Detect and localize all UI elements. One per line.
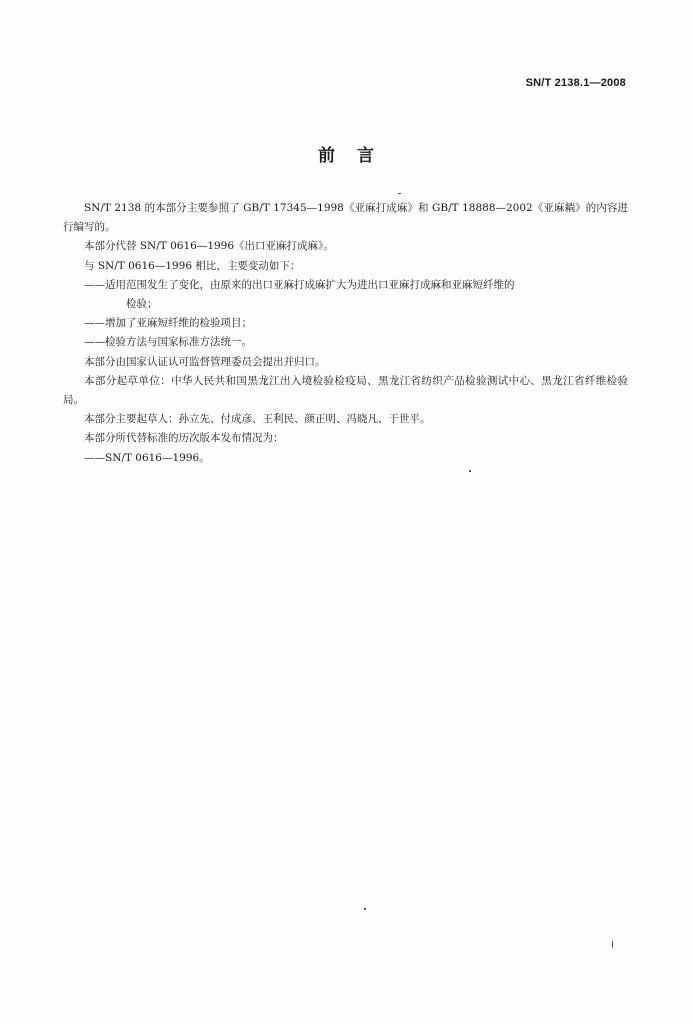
change-item-text: ——检验方法与国家标准方法统一。 xyxy=(84,336,252,349)
change-item-text: ——增加了亚麻短纤维的检验项目； xyxy=(84,317,252,330)
scan-speck xyxy=(364,908,366,910)
change-item-text: ——适用范围发生了变化，由原来的出口亚麻打成麻扩大为进出口亚麻打成麻和亚麻短纤维的 xyxy=(84,278,515,291)
paragraph-history-intro: 本部分所代替标准的历次版本发布情况为： xyxy=(84,432,284,445)
scan-speck xyxy=(469,470,471,472)
preface-body xyxy=(63,199,628,468)
scan-speck xyxy=(398,193,401,194)
paragraph-changes-intro: 与 SN/T 0616—1996 相比，主要变动如下： xyxy=(84,259,301,272)
change-item-methods xyxy=(63,333,628,352)
history-item xyxy=(63,449,628,468)
change-item-tests xyxy=(63,314,628,333)
change-item-continuation: 检验； xyxy=(126,298,158,311)
paragraph-replaces: 本部分代替 SN/T 0616—1996《出口亚麻打成麻》。 xyxy=(84,240,334,253)
paragraph-reference: SN/T 2138 的本部分主要参照了 GB/T 17345—1998《亚麻打成麻》和 GB/T 18888—2002《亚麻耥》的内容进行编写的。 xyxy=(63,202,628,234)
page-title: 前言 xyxy=(318,146,396,166)
change-item-scope xyxy=(63,276,628,314)
standard-code: SN/T 2138.1—2008 xyxy=(525,77,626,89)
paragraph-proposed-by: 本部分由国家认证认可监督管理委员会提出并归口。 xyxy=(84,355,326,368)
paragraph-drafters: 本部分主要起草人：孙立先、付成彦、王利民、颜正明、冯晓凡、于世平。 xyxy=(84,413,431,426)
scan-speck xyxy=(612,941,613,948)
paragraph-drafting-units: 本部分起草单位：中华人民共和国黑龙江出入境检验检疫局、黑龙江省纺织产品检验测试中心、黑龙江省纤维检验局。 xyxy=(63,374,628,407)
history-item-text: ——SN/T 0616—1996。 xyxy=(84,451,210,464)
